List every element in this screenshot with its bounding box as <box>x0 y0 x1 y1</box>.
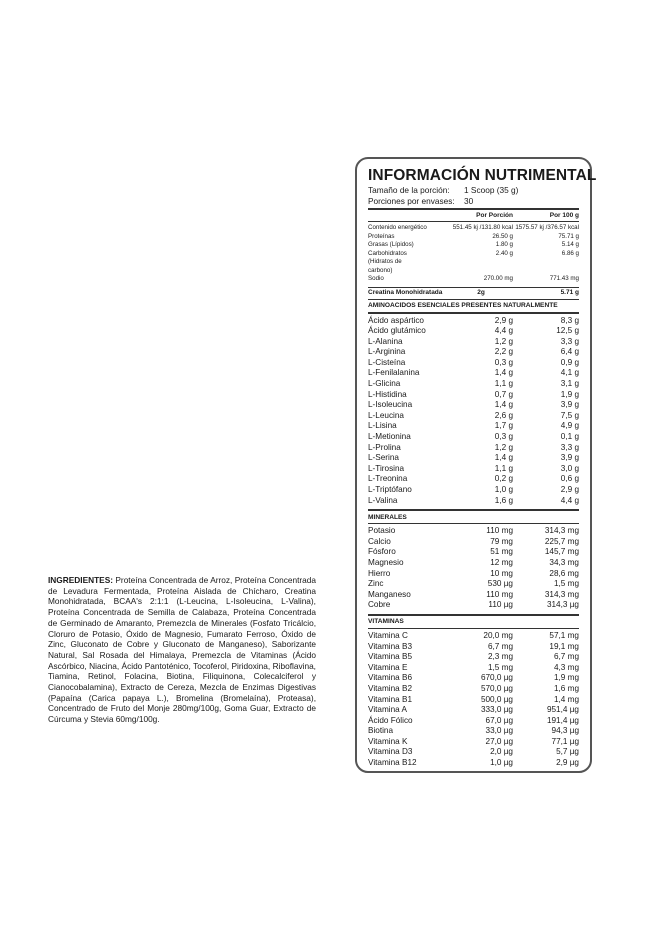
amino-row <box>368 485 579 496</box>
nutrient-name: Ácido Fólico <box>368 715 413 725</box>
value-portion: 1,7 g <box>494 421 513 431</box>
nutrient-name: Vitamina K <box>368 736 408 746</box>
value-per100: 12,5 g <box>556 326 579 336</box>
nutrient-name: Manganeso <box>368 589 411 599</box>
vitamin-row <box>368 642 579 653</box>
value-portion: 2,0 µg <box>490 747 513 757</box>
nutrient-name: L-Tirosina <box>368 463 405 473</box>
creatine-row <box>368 288 579 299</box>
nutrient-name: L-Prolina <box>368 442 401 452</box>
value-portion: 33,0 µg <box>485 726 513 736</box>
value-portion: 2,3 mg <box>487 652 513 662</box>
value-per100: 314,3 mg <box>544 589 579 599</box>
mineral-row <box>368 579 579 590</box>
vitamin-row <box>368 684 579 695</box>
value-portion: 1,1 g <box>494 379 513 389</box>
value-portion: 51 mg <box>490 547 513 557</box>
nutrient-row <box>368 275 579 284</box>
minerals-list <box>368 526 579 611</box>
nutrient-name: Vitamina B1 <box>368 694 412 704</box>
nutrient-name: Ácido glutámico <box>368 326 426 336</box>
nutrient-name: Proteínas <box>368 232 395 240</box>
nutrition-facts-panel <box>355 157 597 773</box>
vitamin-row <box>368 673 579 684</box>
creatine-portion: 2g <box>477 288 485 296</box>
value-portion: 270.00 mg <box>483 275 513 282</box>
nutrient-name: L-Treonina <box>368 474 408 484</box>
value-per100: 34,3 mg <box>549 557 579 567</box>
value-portion: 1,5 mg <box>487 662 513 672</box>
nutrient-name: Sodio <box>368 275 384 282</box>
value-per100: 771.43 mg <box>549 275 579 282</box>
value-portion: 110 µg <box>488 600 513 610</box>
mineral-row <box>368 537 579 548</box>
value-per100: 75.71 g <box>558 232 579 240</box>
value-portion: 12 mg <box>490 557 513 567</box>
servings-per-container <box>368 197 579 207</box>
vitamin-row <box>368 652 579 663</box>
nutrient-name: Vitamina D3 <box>368 747 413 757</box>
value-per100: 3,0 g <box>560 463 579 473</box>
mineral-row <box>368 558 579 569</box>
nutrient-name: Vitamina B12 <box>368 758 417 768</box>
vitamin-row <box>368 726 579 737</box>
value-per100: 4,9 g <box>560 421 579 431</box>
amino-row <box>368 474 579 485</box>
nutrient-name: L-Arginina <box>368 347 406 357</box>
nutrient-row <box>368 250 579 276</box>
vitamin-row <box>368 747 579 758</box>
value-per100: 1,9 mg <box>553 673 579 683</box>
amino-row <box>368 368 579 379</box>
ingredients-heading: INGREDIENTES: <box>48 575 113 585</box>
nutrient-name: L-Serina <box>368 453 399 463</box>
nutrient-name: L-Histidina <box>368 389 407 399</box>
value-portion: 333,0 µg <box>480 705 513 715</box>
value-per100: 3,9 g <box>560 453 579 463</box>
nutrient-name: Vitamina B5 <box>368 652 412 662</box>
vitamins-header: VITAMINAS <box>368 618 404 626</box>
amino-header: AMINOACIDOS ESENCIALES PRESENTES NATURALMENTE <box>368 302 558 309</box>
value-per100: 5.14 g <box>561 241 579 248</box>
amino-row <box>368 337 579 348</box>
value-portion: 570,0 µg <box>480 683 513 693</box>
minerals-header: MINERALES <box>368 513 407 521</box>
value-portion: 0,3 g <box>494 357 513 367</box>
value-portion: 670,0 µg <box>480 673 513 683</box>
value-portion: 27,0 µg <box>485 736 513 746</box>
value-portion: 1,2 g <box>494 442 513 452</box>
nutrient-name: Magnesio <box>368 557 404 567</box>
amino-row <box>368 358 579 369</box>
value-per100: 5,7 µg <box>556 747 579 757</box>
nutrient-name: Ácido aspártico <box>368 315 424 325</box>
value-portion: 2,6 g <box>494 410 513 420</box>
nutrient-name: L-Cisteína <box>368 357 406 367</box>
mineral-row <box>368 600 579 611</box>
value-portion: 1,1 g <box>494 463 513 473</box>
value-per100: 19,1 mg <box>549 641 579 651</box>
value-per100: 28,6 mg <box>549 568 579 578</box>
mineral-row <box>368 547 579 558</box>
vitamin-row <box>368 695 579 706</box>
value-portion: 1,0 µg <box>490 758 513 768</box>
value-per100: 7,5 g <box>560 410 579 420</box>
value-per100: 314,3 mg <box>544 526 579 536</box>
nutrient-name: Calcio <box>368 536 391 546</box>
value-per100: 2,9 g <box>560 485 579 494</box>
mineral-row <box>368 526 579 537</box>
vitamin-row <box>368 737 579 748</box>
nutrient-name: Cobre <box>368 600 391 610</box>
value-portion: 2,9 g <box>494 315 513 325</box>
nutrient-row <box>368 241 579 250</box>
value-portion: 1,2 g <box>494 336 513 346</box>
servings-value: 30 <box>464 195 474 206</box>
nutrient-name: Hierro <box>368 568 391 578</box>
vitamins-list <box>368 631 579 769</box>
value-per100: 1,4 mg <box>553 694 579 704</box>
amino-row <box>368 390 579 401</box>
nutrient-name: Grasas (Lípidos) <box>368 241 414 248</box>
amino-row <box>368 432 579 443</box>
value-per100: 951,4 µg <box>546 705 579 715</box>
amino-row <box>368 347 579 358</box>
nutrient-name: Vitamina B6 <box>368 673 412 683</box>
creatine-name: Creatina Monohidratada <box>368 288 443 296</box>
value-portion: 1,4 g <box>494 400 513 410</box>
amino-row <box>368 443 579 454</box>
vitamin-row <box>368 631 579 642</box>
nutrient-name: Vitamina B3 <box>368 641 412 651</box>
value-per100: 4,4 g <box>560 495 579 505</box>
value-portion: 530 µg <box>487 579 513 589</box>
value-per100: 6.86 g <box>561 249 579 257</box>
nutrient-name: L-Alanina <box>368 336 403 346</box>
value-portion: 67,0 µg <box>485 715 513 725</box>
value-per100: 3,3 g <box>560 336 579 346</box>
value-portion: 0,2 g <box>494 474 513 484</box>
value-per100: 0,1 g <box>560 432 579 442</box>
value-per100: 3,1 g <box>560 379 579 389</box>
value-portion: 1,4 g <box>494 368 513 378</box>
amino-row <box>368 326 579 337</box>
vitamin-row <box>368 758 579 769</box>
nutrient-name: L-Isoleucina <box>368 400 413 410</box>
nutrient-name: Fósforo <box>368 547 396 557</box>
value-per100: 191,4 µg <box>546 715 579 725</box>
servings-label: Porciones por envases: <box>368 195 455 206</box>
nutrient-row <box>368 233 579 242</box>
value-portion: 6,7 mg <box>487 641 513 651</box>
mineral-row <box>368 569 579 580</box>
nutrient-name: Potasio <box>368 526 396 536</box>
value-portion: 1,0 g <box>494 485 513 494</box>
value-per100: 6,4 g <box>560 347 579 357</box>
value-portion: 26.50 g <box>492 232 513 240</box>
value-per100: 6,7 mg <box>553 652 579 662</box>
amino-row <box>368 411 579 422</box>
value-portion: 79 mg <box>490 536 513 546</box>
value-per100: 57,1 mg <box>549 630 579 640</box>
nutrient-name: Vitamina C <box>368 630 408 640</box>
value-portion: 1,4 g <box>494 453 513 463</box>
serving-size-value: 1 Scoop (35 g) <box>464 185 519 195</box>
value-per100: 225,7 mg <box>544 536 579 546</box>
amino-row <box>368 464 579 475</box>
nutrient-name: L-Lisina <box>368 421 397 431</box>
value-portion: 500,0 µg <box>480 694 513 704</box>
value-portion: 0,3 g <box>494 432 513 442</box>
value-portion: 20,0 mg <box>483 630 513 640</box>
nutrient-name: Carbohidratos (Hidratos de carbono) <box>368 249 407 274</box>
value-per100: 4,3 mg <box>553 662 579 672</box>
nutrient-name: Vitamina E <box>368 662 408 672</box>
nutrient-list <box>368 224 579 284</box>
vitamin-row <box>368 663 579 674</box>
vitamin-row <box>368 716 579 727</box>
serving-size <box>368 186 579 196</box>
value-per100: 8,3 g <box>560 315 579 325</box>
value-per100: 2,9 µg <box>556 758 579 768</box>
value-per100: 0,9 g <box>560 357 579 367</box>
value-per100: 1,9 g <box>560 389 579 399</box>
amino-row <box>368 421 579 432</box>
value-portion: 110 mg <box>486 589 513 599</box>
amino-list <box>368 316 579 507</box>
nutrient-name: L-Valina <box>368 495 398 505</box>
vitamin-row <box>368 705 579 716</box>
value-per100: 1,5 mg <box>553 579 579 589</box>
amino-row <box>368 453 579 464</box>
value-portion: 551.45 kj /131.80 kcal <box>452 224 513 231</box>
nutrient-name: Vitamina B2 <box>368 683 412 693</box>
nutrient-name: L-Glicina <box>368 379 401 389</box>
nutrient-name: Zinc <box>368 579 384 589</box>
nutrient-name: Vitamina A <box>368 705 407 715</box>
ingredients-text <box>48 575 316 725</box>
amino-row <box>368 496 579 507</box>
value-portion: 1.80 g <box>495 241 513 248</box>
value-per100: 1,6 mg <box>553 683 579 693</box>
nutrient-name: L-Fenilalanina <box>368 368 420 378</box>
nutrient-name: Biotina <box>368 726 394 736</box>
nutrient-name: L-Triptófano <box>368 485 412 494</box>
nutrient-name: L-Leucina <box>368 410 404 420</box>
value-per100: 0,6 g <box>560 474 579 484</box>
column-header <box>368 210 579 221</box>
col-100g: Por 100 g <box>549 212 579 219</box>
value-per100: 145,7 mg <box>544 547 579 557</box>
value-per100: 77,1 µg <box>551 736 579 746</box>
creatine-per100: 5.71 g <box>560 288 579 296</box>
amino-row <box>368 400 579 411</box>
ingredients-body: Proteína Concentrada de Arroz, Proteína Concentrada de Levadura Fermentada, Proteína Aislada de Chícharo, Creatina Monohidratada, BCAA's 2:1:1 (L-Leucina, L-Isoleucina, L-Valina), Proteína Concentrada de Semilla de Calabaza, Proteína Concentrada de Germinado de Amaranto, Premezcla de Minerales (Fosfato Tricálcio, Cloruro de Potasio, Óxido de Magnesio, Fumarato Ferroso, Óxido de Zinc, Gluconato de Cobre y Gluconato de Manganeso), Saborizante Natural, Sal Rosada del Himalaya, Premezcla de Vitaminas (Ácido Ascórbico, Niacina, Ácido Pantoténico, Tocoferol, Piridoxina, Riboflavina, Tiamina, Retinol, Folacina, Biotina, Filiquinona, Colecalciferol y Cianocobalamina), Extracto de Cereza, Mezcla de Enzimas Digestivas (Papaína (Carica papaya L.), Bromelina (Bromelaína), Proteasa), Concentrado de Fruto del Monje 280mg/100g, Goma Guar, Extracto de Cúrcuma y Stevia 60mg/100g. <box>48 575 316 725</box>
nutrient-row <box>368 224 579 233</box>
nutrition-title: INFORMACIÓN NUTRIMENTAL <box>368 167 597 184</box>
value-portion: 2,2 g <box>494 347 513 357</box>
serving-size-label: Tamaño de la porción: <box>368 185 450 195</box>
value-per100: 1575.57 kj /376.57 kcal <box>515 224 579 231</box>
value-portion: 4,4 g <box>494 326 513 336</box>
amino-row <box>368 379 579 390</box>
value-per100: 94,3 µg <box>551 726 579 736</box>
nutrient-name: Contenido energético <box>368 224 427 231</box>
col-portion: Por Porción <box>476 212 513 219</box>
value-portion: 2.40 g <box>495 249 513 257</box>
value-per100: 3,9 g <box>560 400 579 410</box>
value-portion: 1,6 g <box>494 495 513 505</box>
value-per100: 4,1 g <box>560 368 579 378</box>
value-per100: 3,3 g <box>560 442 579 452</box>
value-portion: 0,7 g <box>494 389 513 399</box>
value-per100: 314,3 µg <box>546 600 579 610</box>
amino-row <box>368 316 579 327</box>
nutrient-name: L-Metionina <box>368 432 411 442</box>
mineral-row <box>368 590 579 601</box>
value-portion: 110 mg <box>486 526 513 536</box>
value-portion: 10 mg <box>490 568 513 578</box>
